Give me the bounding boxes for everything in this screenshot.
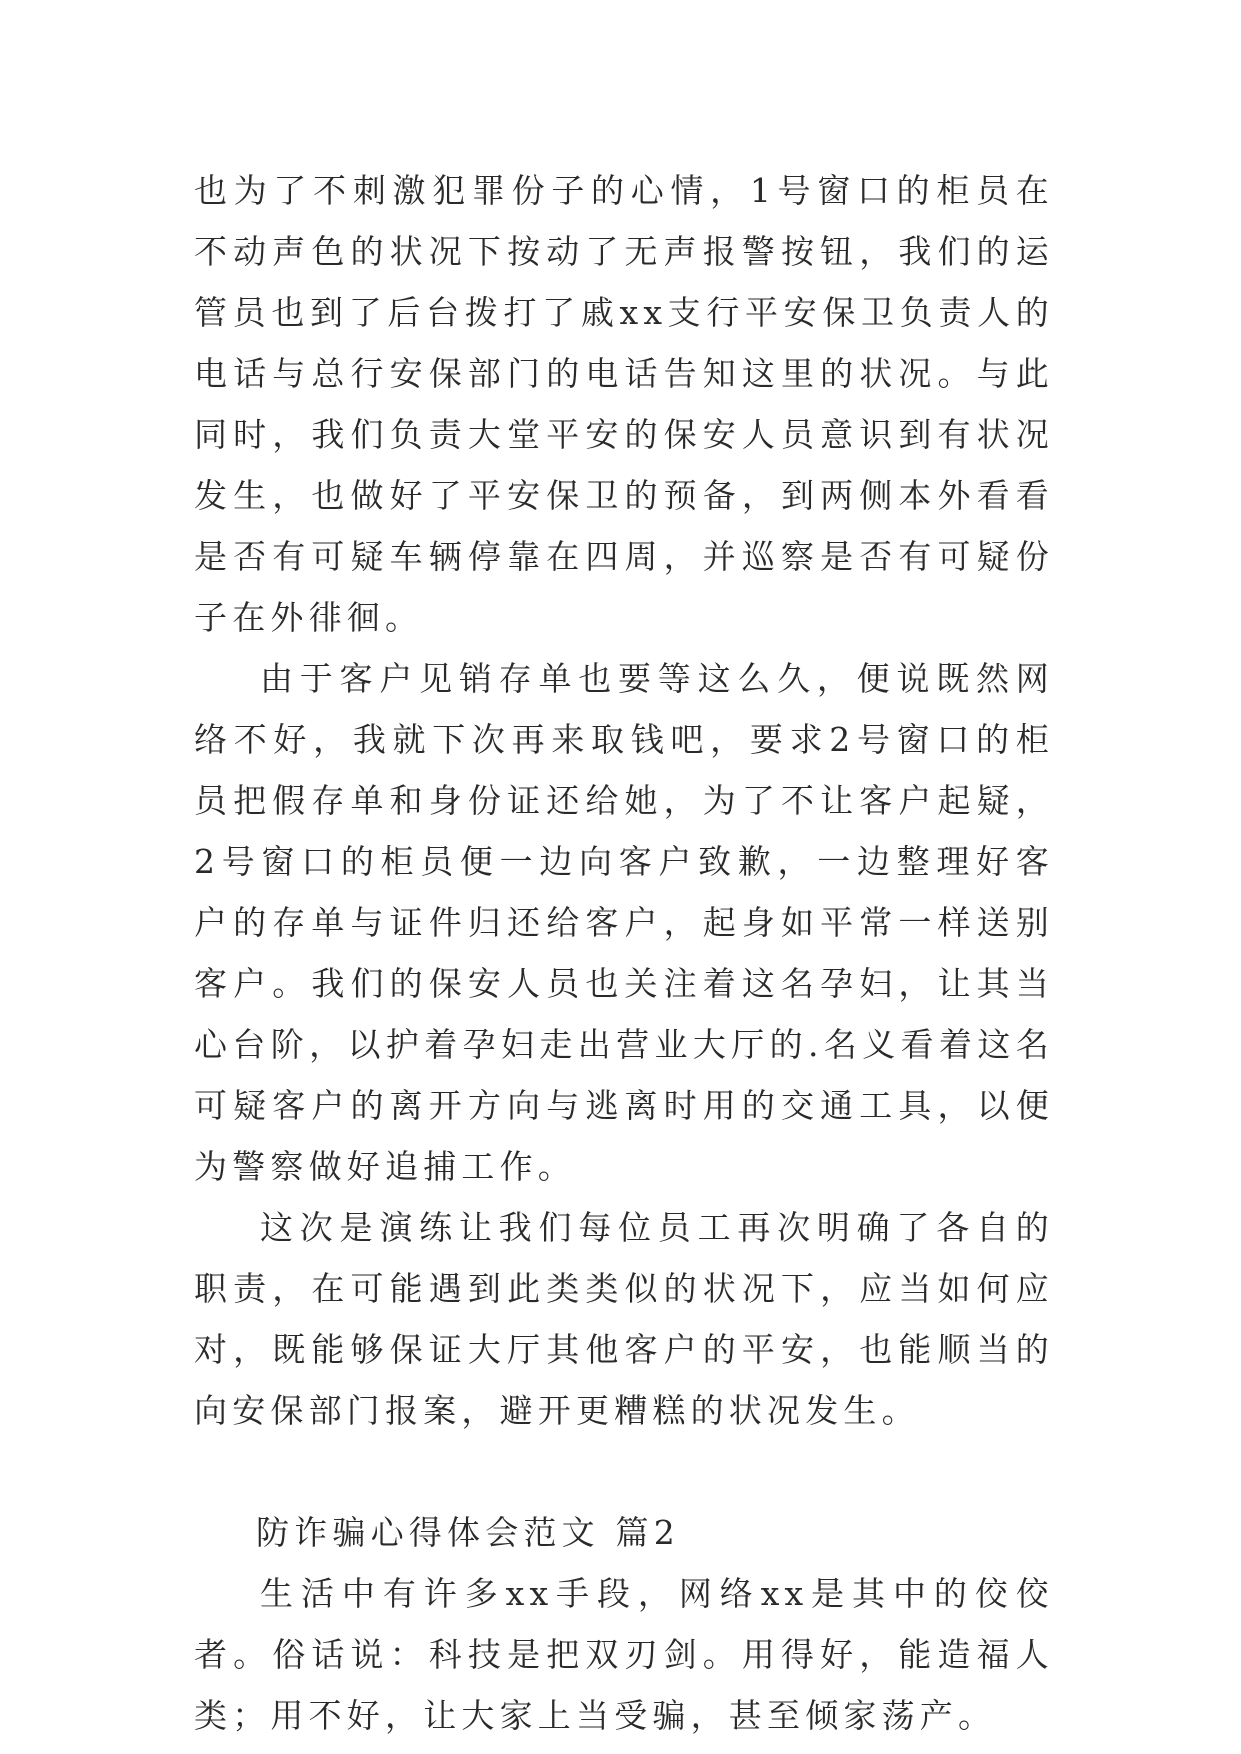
section-heading: 防诈骗心得体会范文 篇2 [256,1513,680,1552]
paragraph-body: 这次是演练让我们每位员工再次明确了各自的职责，在可能遇到此类类似的状况下，应当如何应对，既能够保证大厅其他客户的平安，也能顺当的向安保部门报案，避开更糟糕的状况发生。 [194,1208,1054,1430]
paragraph-continuation: 也为了不刺激犯罪份子的心情，1号窗口的柜员在不动声色的状况下按动了无声报警按钮，我们的运管员也到了后台拨打了戚xx支行平安保卫负责人的电话与总行安保部门的电话告知这里的状况。与此同时，我们负责大堂平安的保安人员意识到有状况发生，也做好了平安保卫的预备，到两侧本外看看是否有可疑车辆停靠在四周，并巡察是否有可疑份子在外徘徊。 [194,171,1054,637]
paragraph-body: 生活中有许多xx手段，网络xx是其中的佼佼者。俗话说：科技是把双刃剑。用得好，能造福人类；用不好，让大家上当受骗，甚至倾家荡产。 [194,1574,1054,1735]
document-body [194,160,1054,1746]
paragraph-body: 由于客户见销存单也要等这么久，便说既然网络不好，我就下次再来取钱吧，要求2号窗口的柜员把假存单和身份证还给她，为了不让客户起疑，2号窗口的柜员便一边向客户致歉，一边整理好客户的存单与证件归还给客户，起身如平常一样送别客户。我们的保安人员也关注着这名孕妇，让其当心台阶，以护着孕妇走出营业大厅的.名义看着这名可疑客户的离开方向与逃离时用的交通工具，以便为警察做好追捕工作。 [194,659,1054,1186]
